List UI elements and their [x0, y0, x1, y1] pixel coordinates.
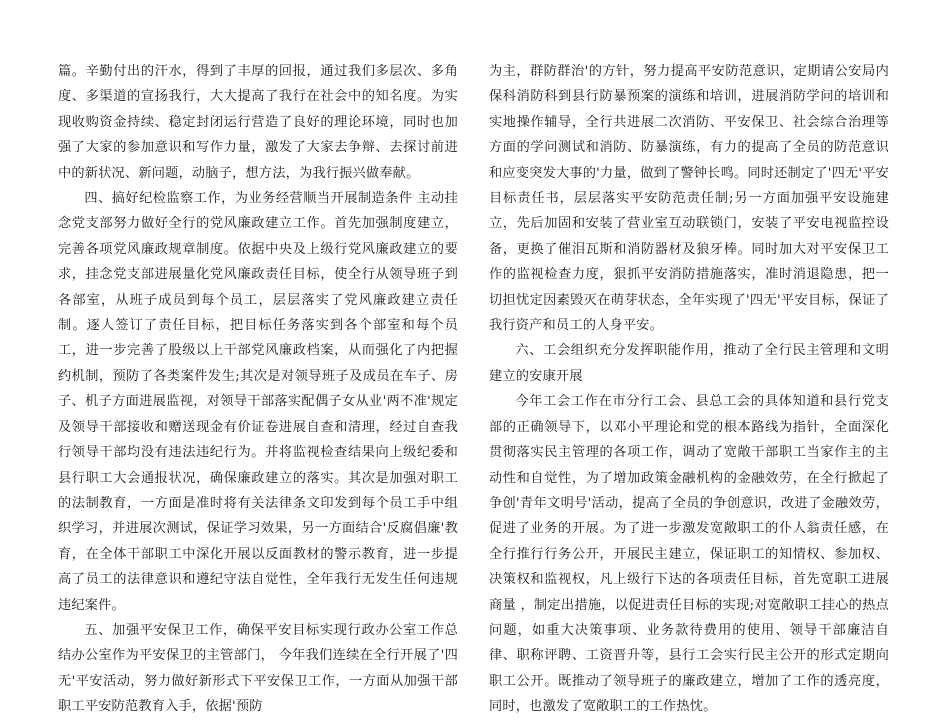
paragraph-trade-union-work: 今年工会工作在市分行工会、县总工会的具体知道和县行党支部的正确领导下，以邓小平理论和党的根本路线为指针，全面深化贯彻落实民主管理的各项工作，调动了宽敞干部职工当家作主的主动性和自觉性，为了增加政策金融机构的金融效劳，在全行掀起了争创'青年文明号'活动，提高了全员的争创意识，改进了金融效劳，促进了业务的开展。为了进一步激发宽敞职工的仆人翁责任感，在全行推行行务公开，开展民主建立，保证职工的知情权、参加权、决策权和监视权，凡上级行下达的各项责任目标，首先宽职工进展商量 ，制定出措施，以促进责任目标的实现;对宽敞职工挂心的热点问题，如重大决策事项、业务款待费用的使用、领导干部廉洁自律、职称评聘、工资晋升等，县行工会实行民主公开的形式定期向职工公开。既推动了领导班子的廉政建立，增加了工作的透亮度，同时，也激发了宽敞职工的工作热忱。 — [489, 394, 889, 715]
left-text-column — [58, 59, 458, 720]
paragraph-publicity-summary: 篇。辛勤付出的汗水，得到了丰厚的回报，通过我们多层次、多角度、多渠道的宣扬我行，大大提高了我行在社会中的知名度。为实现收购资金持续、稳定封闭运行营造了良好的理论环境，同时也加强了大家的参加意识和写作力量，激发了大家去争辩、去探讨前进中的新状况、新问题，动脑子，想方法，为我行振兴做奉献。 — [58, 64, 458, 181]
paragraph-security-work: 五、加强平安保卫工作，确保平安目标实现行政办公室工作总结办公室作为平安保卫的主管部门， 今年我们连续在全行开展了'四无'平安活动，努力做好新形式下平安保卫工作，一方面从加强干部职工平安防范教育入手，依据'预防 — [58, 622, 458, 715]
paragraph-security-continued: 为主，群防群治'的方针，努力提高平安防范意识，定期请公安局内保科消防科到县行防暴预案的演练和培训，进展消防学问的培训和实地操作辅导，全行共进展二次消防、平安保卫、社会综合治理等方面的学问测试和消防、防暴演练，有力的提高了全员的防范意识和应变突发大事的'力量，做到了警钟长鸣。同时还制定了'四无'平安目标责任书，层层落实平安防范责任制;另一方面加强平安设施建立，先后加固和安装了营业室互动联锁门，安装了平安电视监控设备，更换了催泪瓦斯和消防器材及狼牙棒。同时加大对平安保卫工作的监视检查力度，狠抓平安消防措施落实，准时消退隐患，把一切担忧定因素毁灭在萌芽状态，全年实现了'四无'平安目标，保证了我行资产和员工的人身平安。 — [489, 64, 889, 334]
right-text-column — [489, 59, 889, 720]
section-heading-trade-union: 六、工会组织充分发挥职能作用，推动了全行民主管理和文明建立的安康开展 — [489, 343, 889, 384]
paragraph-discipline-inspection: 四、搞好纪检监察工作，为业务经营顺当开展制造条件 主动挂念党支部努力做好全行的党风廉政建立工作。首先加强制度建立，完善各项党风廉政规章制度。依据中央及上级行党风廉政建立的要求，挂念党支部进展量化党风廉政责任目标，使全行从领导班子到各部室，从班子成员到每个员工，层层落实了党风廉政建立责任制。逐人签订了责任目标，把目标任务落实到各个部室和每个员工，进一步完善了股级以上干部党风廉政档案，从而强化了内把握约机制，预防了各类案件发生;其次是对领导班子及成员在车子、房子、机子方面进展监视，对领导干部落实配偶子女从业'两不准'规定及领导干部接收和赠送现金有价证卷进展自查和清理，经过自查我行领导干部均没有违法违纪行为。并将监视检查结果向上级纪委和县行职工大会通报状况，确保廉政建立的落实。其次是加强对职工的法制教育，一方面是准时将有关法律条文印发到每个员工手中组织学习，并进展次测试，保证学习效果，另一方面结合'反腐倡廉'教育，在全体干部职工中深化开展以反面教材的警示教育，进一步提高了员工的法律意识和遵纪守法自觉性，全年我行无发生任何违规违纪案件。 — [58, 191, 458, 613]
